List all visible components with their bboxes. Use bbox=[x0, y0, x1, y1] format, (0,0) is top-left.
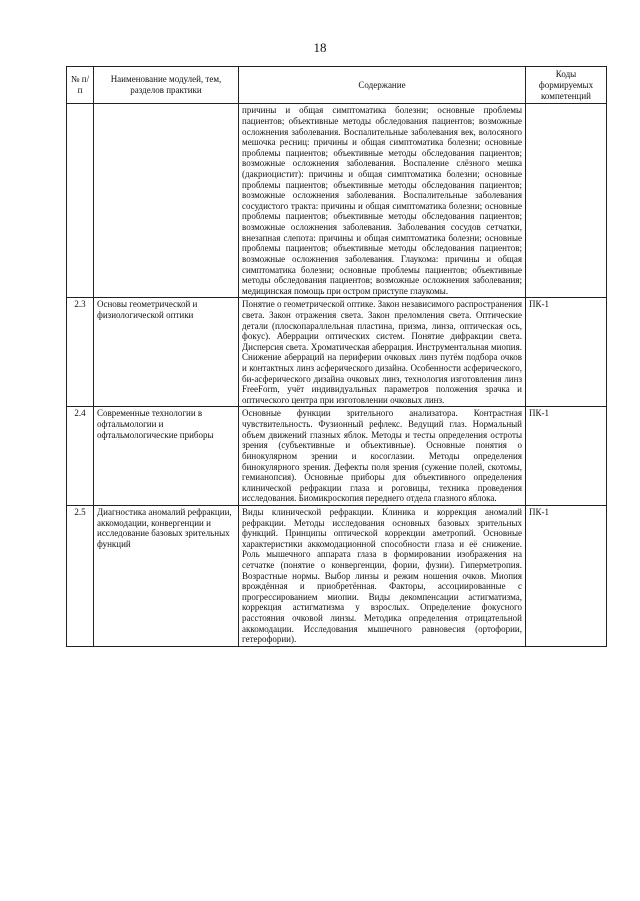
header-content: Содержание bbox=[239, 67, 526, 104]
row-num: 2.5 bbox=[67, 505, 94, 646]
row-code: ПК-1 bbox=[526, 407, 607, 505]
row-name: Диагностика аномалий рефракции, аккомодации, конвергенции и исследование базовых зрительных функций bbox=[94, 505, 239, 646]
table-header-row bbox=[67, 67, 607, 104]
row-name: Основы геометрической и физиологической оптики bbox=[94, 298, 239, 407]
table-row bbox=[67, 505, 607, 646]
row-content: причины и общая симптоматика болезни; основные проблемы пациентов; объективные методы обследования пациентов; возможные осложнения заболевания. Воспалительные заболевания век, волосяного мешочка ресниц: причины и общая симптоматика болезни; основные проблемы пациентов; объективные методы обследования пациентов; возможные осложнения заболевания. Воспаление слёзного мешка (дакриоцистит): причины и общая симптоматика болезни; основные проблемы пациентов; объективные методы обследования пациентов; возможные осложнения заболевания. Воспалительные заболевания сосудистого тракта: причины и общая симптоматика болезни; основные проблемы пациентов; объективные методы обследования пациентов; возможные осложнения заболевания. Заболевания сосудов сетчатки, внезапная слепота: причины и общая симптоматика болезни; основные проблемы пациентов; объективные методы обследования пациентов; возможные осложнения заболевания. Глаукома: причины и общая симптоматика болезни; основные проблемы пациентов; объективные методы обследования пациентов; возможные осложнения заболевания; медицинская помощь при остром приступе глаукомы. bbox=[239, 104, 526, 298]
row-content: Виды клинической рефракции. Клиника и коррекция аномалий рефракции. Методы исследования основных базовых зрительных функций. Принципы оптической коррекции аметропий. Основные характеристики аккомодационной способности глаза и её снижение. Роль мышечного аппарата глаза в формировании изображения на сетчатке (понятие о конвергенции, фории, фузии). Гиперметропия. Возрастные нормы. Выбор линзы и режим ношения очков. Миопия врождённая и приобретённая. Факторы, ассоциированные с прогрессированием миопии. Виды декомпенсации астигматизма, коррекция астигматизма у взрослых. Определение фокусного расстояния очковой линзы. Методика определения отрицательной аккомодации. Исследования мышечного равновесия (ортофории, гетерофории). bbox=[239, 505, 526, 646]
header-codes: Коды формируемых компетенций bbox=[526, 67, 607, 104]
page-number: 18 bbox=[313, 40, 327, 55]
row-num: 2.3 bbox=[67, 298, 94, 407]
header-name: Наименование модулей, тем, разделов практики bbox=[94, 67, 239, 104]
table-row bbox=[67, 407, 607, 505]
row-num: 2.4 bbox=[67, 407, 94, 505]
row-name bbox=[94, 104, 239, 298]
row-code bbox=[526, 104, 607, 298]
row-num bbox=[67, 104, 94, 298]
table-row bbox=[67, 104, 607, 298]
table-row bbox=[67, 298, 607, 407]
row-content: Основные функции зрительного анализатора. Контрастная чувствительность. Фузионный рефлекс. Ведущий глаз. Нормальный объем движений глазных яблок. Методы и тесты определения остроты зрения (субъективные и объективные). Основные понятия о бинокулярном зрении и косоглазии. Методы определения бинокулярного зрения. Дефекты поля зрения (сужение полей, скотомы, гемианопсия). Основные приборы для объективного определения клинической рефракции глаза и роговицы, техника проведения исследования. Биомикроскопия переднего отдела глазного яблока. bbox=[239, 407, 526, 505]
row-code: ПК-1 bbox=[526, 505, 607, 646]
row-content: Понятие о геометрической оптике. Закон независимого распространения света. Закон отражения света. Закон преломления света. Оптические детали (плоскопараллельная пластина, призма, линза, оптическая ось, фокус). Аберрации оптических систем. Понятие дифракции света. Дисперсия света. Хроматическая аберрация. Инструментальная миопия. Снижение аберраций на периферии очковых линз путём подбора очков и контактных линз асферического дизайна. Особенности асферического, би-асферического дизайна очковых линз, технология изготовления линз FreeForm, учёт индивидуальных параметров положения зрачка и оптического центра при изготовлении очковых линз. bbox=[239, 298, 526, 407]
curriculum-table bbox=[66, 66, 607, 647]
row-code: ПК-1 bbox=[526, 298, 607, 407]
row-name: Современные технологии в офтальмологии и офтальмологические приборы bbox=[94, 407, 239, 505]
header-num: № п/п bbox=[67, 67, 94, 104]
